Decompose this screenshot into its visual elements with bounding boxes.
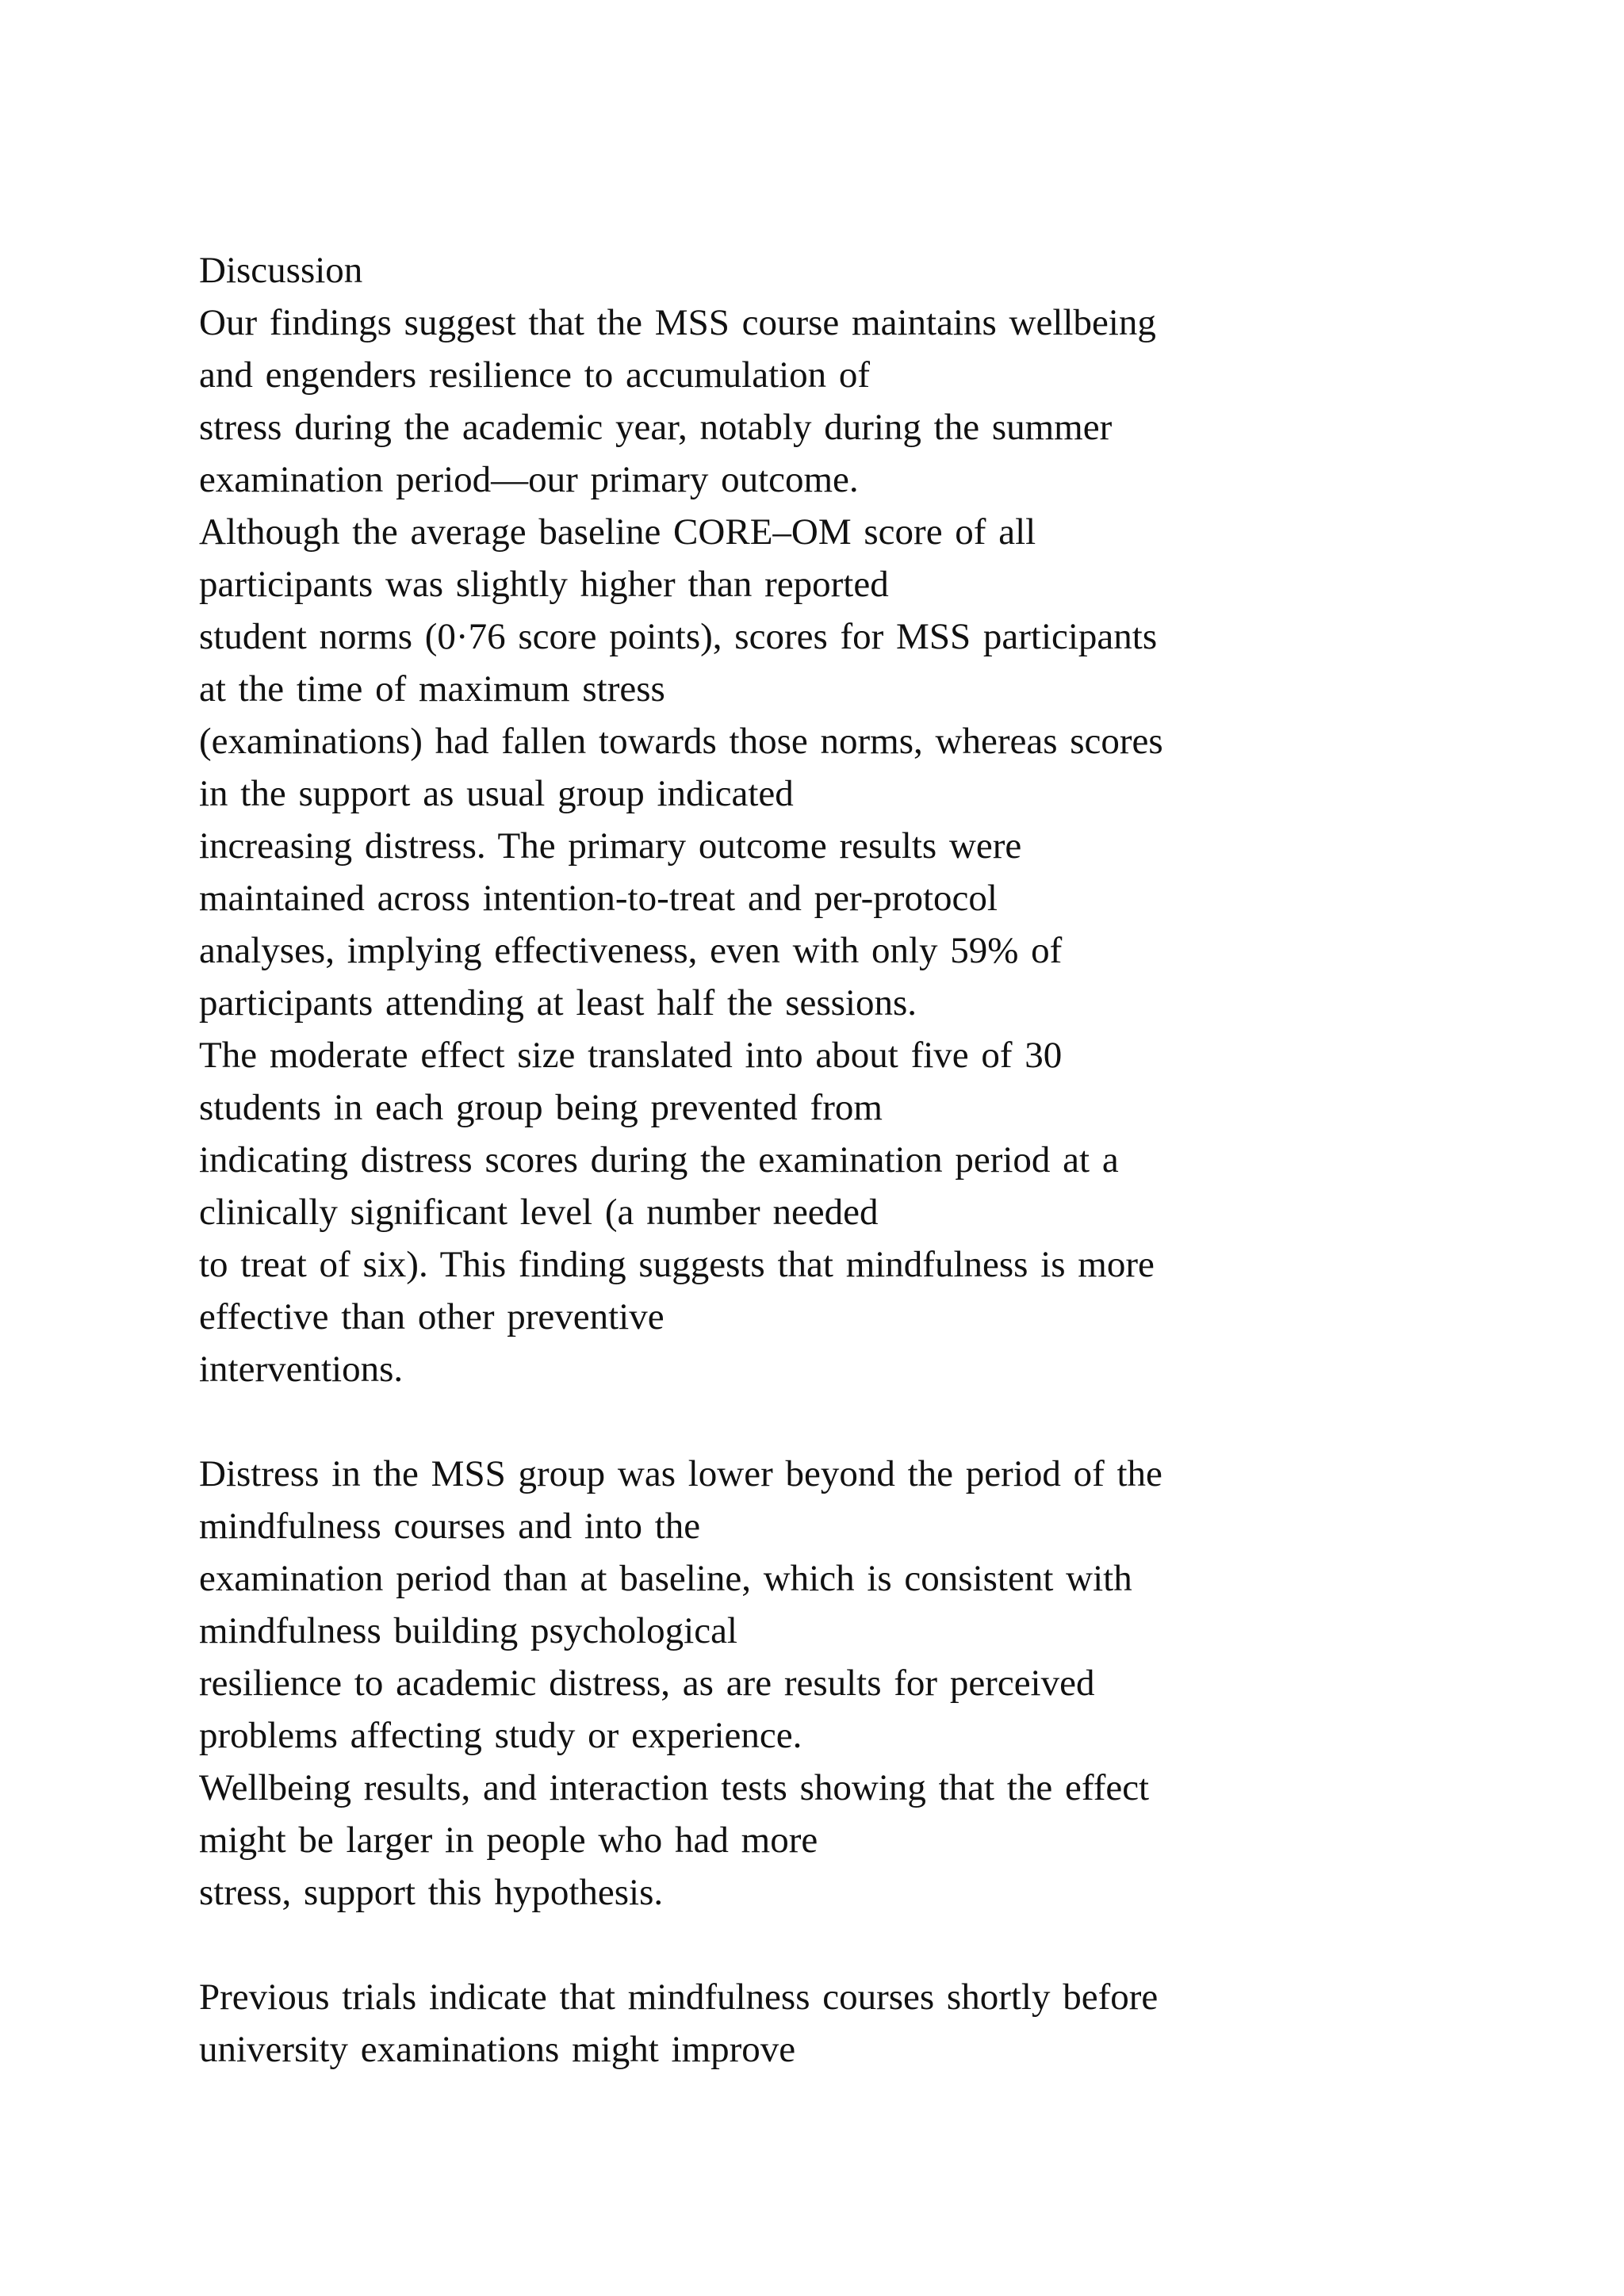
- text-line: and engenders resilience to accumulation of: [199, 354, 871, 396]
- text-line: analyses, implying effectiveness, even with only 59% of: [199, 930, 1063, 971]
- text-line: Our findings suggest that the MSS course maintains wellbeing: [199, 302, 1156, 343]
- text-line: examination period—our primary outcome.: [199, 459, 859, 500]
- text-line: in the support as usual group indicated: [199, 773, 794, 814]
- blank-line: [199, 1919, 1595, 1971]
- text-line: participants attending at least half the sessions.: [199, 982, 917, 1024]
- text-line: Although the average baseline CORE–OM score of all: [199, 511, 1036, 553]
- text-line: problems affecting study or experience.: [199, 1715, 802, 1756]
- text-line: clinically significant level (a number needed: [199, 1192, 879, 1233]
- text-line: stress during the academic year, notably during the summer: [199, 407, 1113, 448]
- text-line: university examinations might improve: [199, 2029, 796, 2070]
- text-line: effective than other preventive: [199, 1296, 665, 1337]
- text-line: examination period than at baseline, which is consistent with: [199, 1558, 1132, 1599]
- text-line: participants was slightly higher than reported: [199, 564, 889, 605]
- blank-line: [199, 1395, 1595, 1448]
- document-body: [199, 244, 1595, 2076]
- text-line: stress, support this hypothesis.: [199, 1872, 664, 1913]
- text-line: might be larger in people who had more: [199, 1820, 818, 1861]
- text-line: Distress in the MSS group was lower beyond the period of the: [199, 1453, 1162, 1494]
- text-line: students in each group being prevented from: [199, 1087, 883, 1128]
- text-line: interventions.: [199, 1349, 404, 1390]
- text-line: mindfulness courses and into the: [199, 1506, 701, 1547]
- text-line: at the time of maximum stress: [199, 668, 665, 710]
- text-line: Previous trials indicate that mindfulness courses shortly before: [199, 1976, 1159, 2018]
- text-line: increasing distress. The primary outcome results were: [199, 825, 1022, 867]
- text-line: Wellbeing results, and interaction tests showing that the effect: [199, 1767, 1150, 1808]
- text-line: (examinations) had fallen towards those norms, whereas scores: [199, 721, 1163, 762]
- section-heading: Discussion: [199, 250, 363, 291]
- text-line: to treat of six). This finding suggests that mindfulness is more: [199, 1244, 1155, 1285]
- text-line: indicating distress scores during the examination period at a: [199, 1139, 1119, 1181]
- text-line: The moderate effect size translated into about five of 30: [199, 1035, 1063, 1076]
- text-line: mindfulness building psychological: [199, 1610, 737, 1651]
- text-line: resilience to academic distress, as are results for perceived: [199, 1663, 1095, 1704]
- text-line: maintained across intention-to-treat and per-protocol: [199, 878, 998, 919]
- text-line: student norms (0·76 score points), scores for MSS participants: [199, 616, 1158, 657]
